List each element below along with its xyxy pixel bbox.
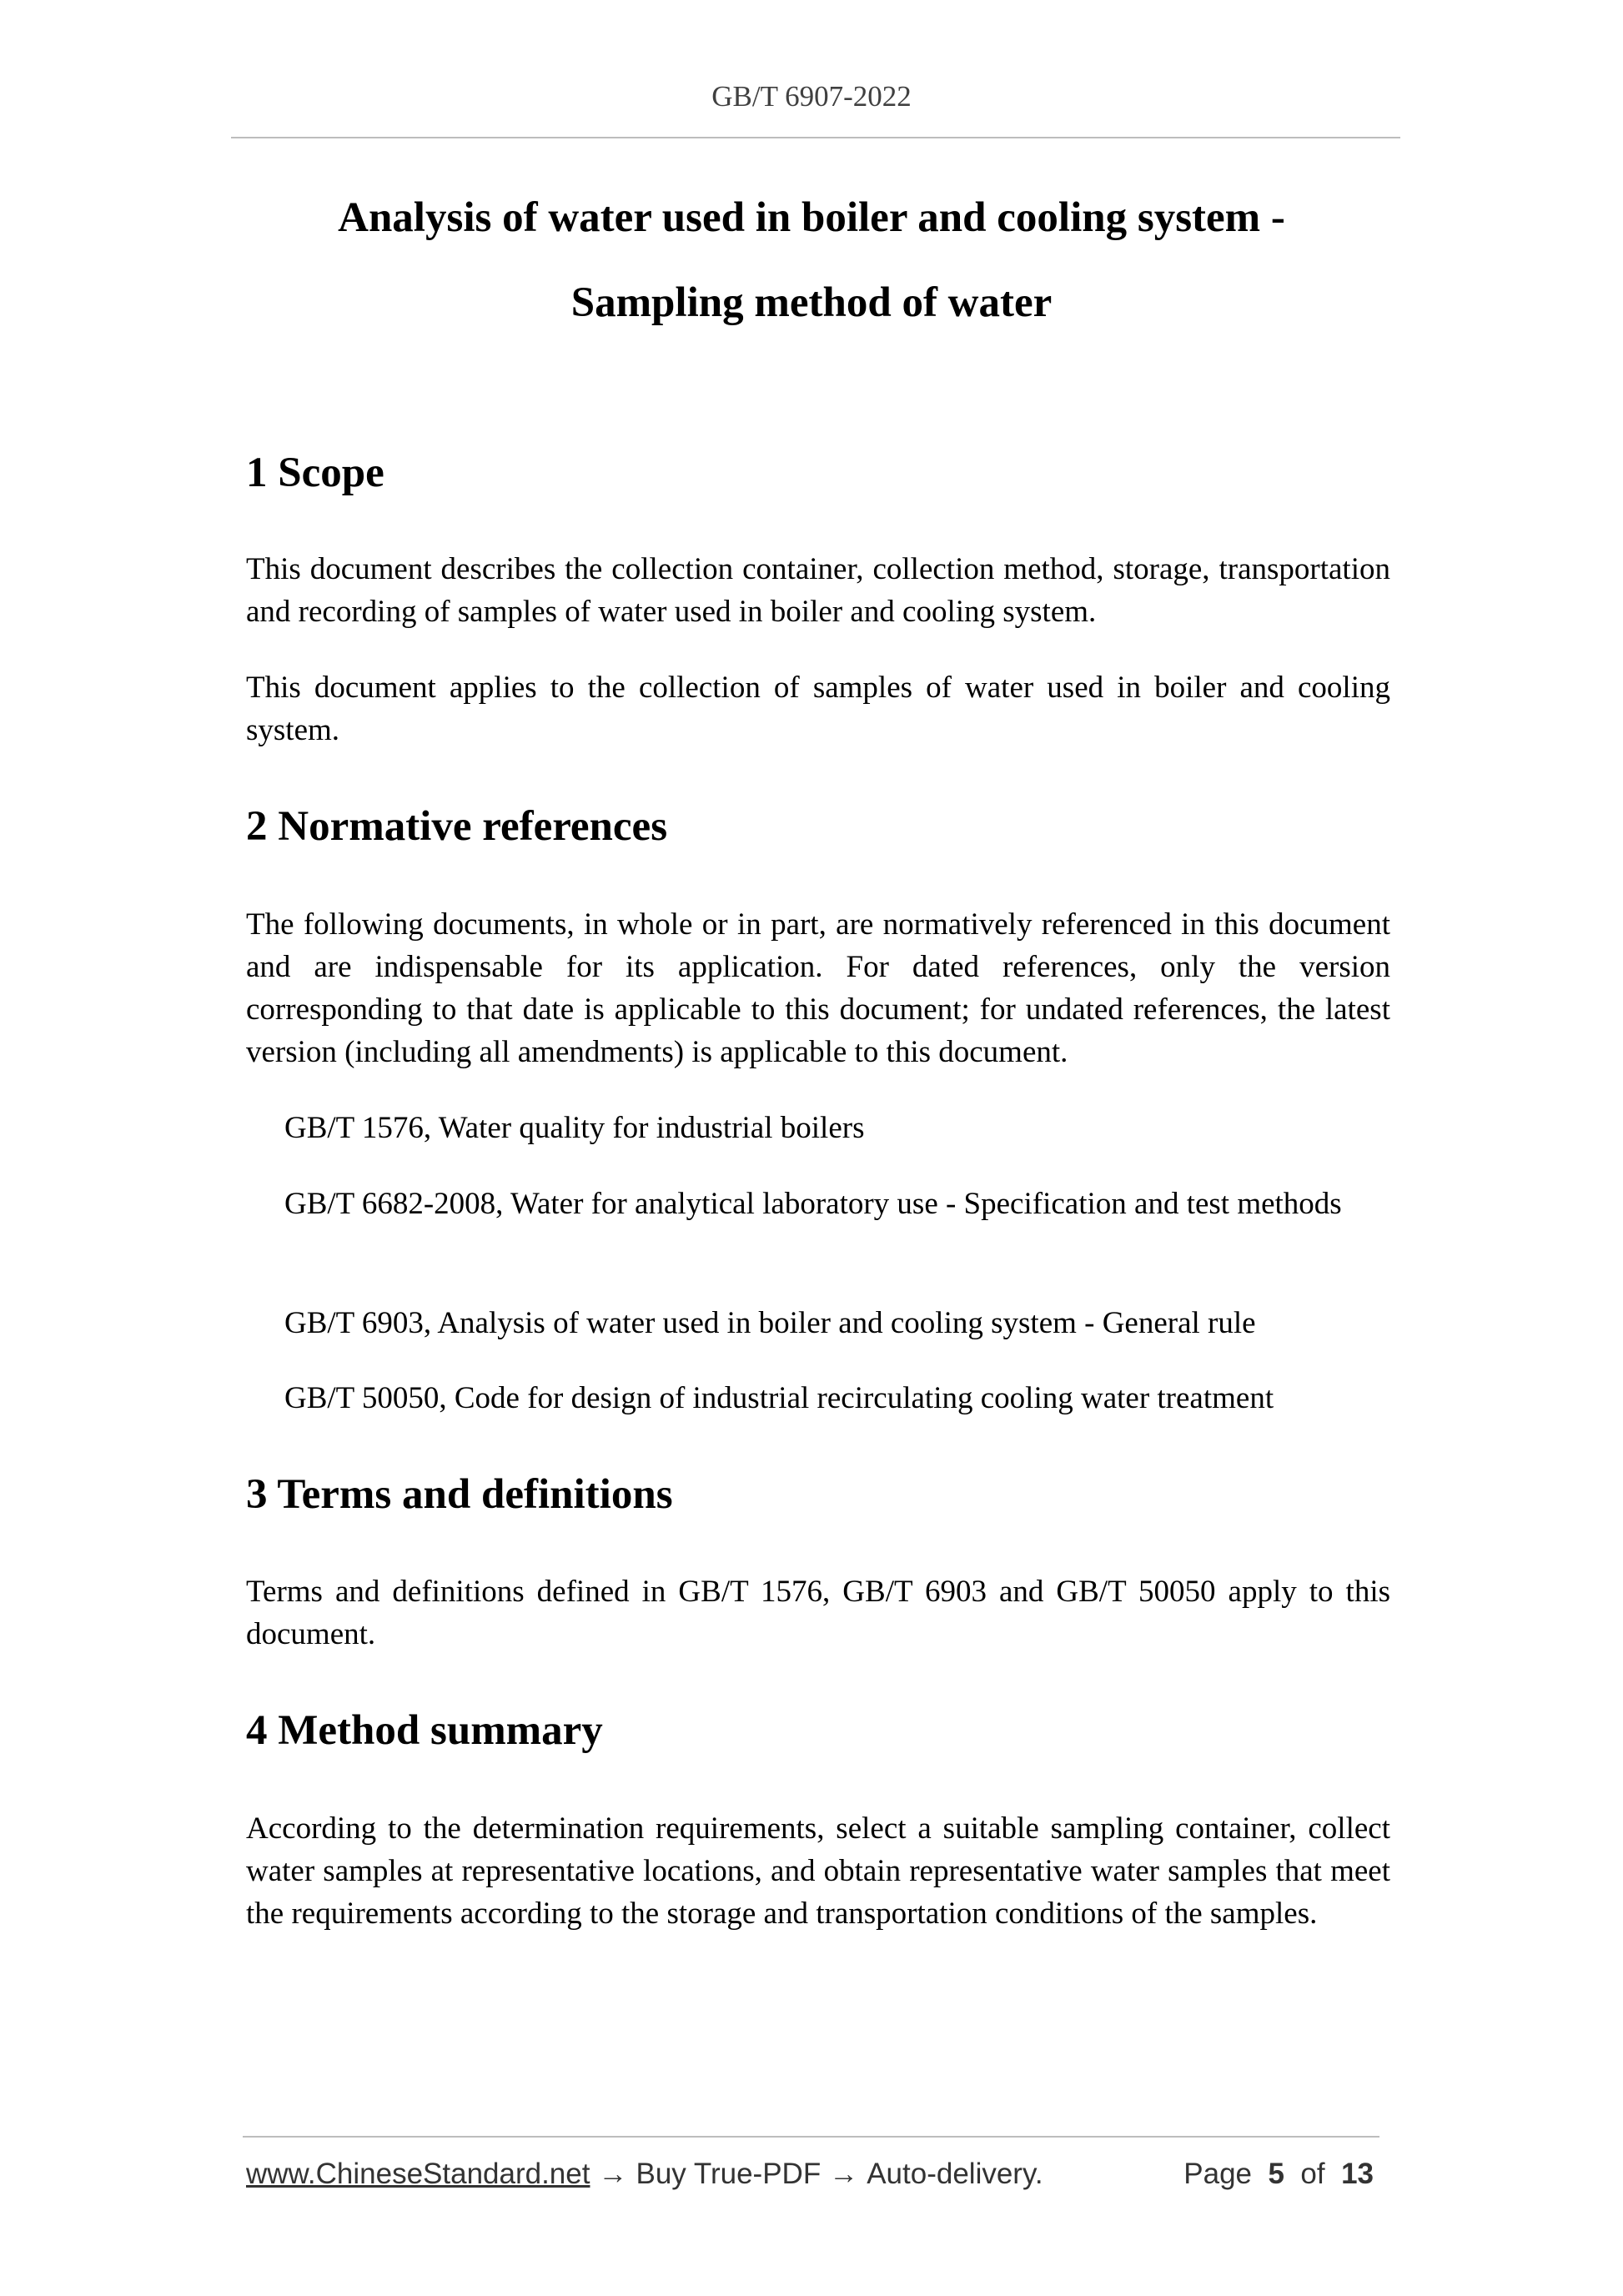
arrow-right-icon: →	[598, 2158, 628, 2190]
section-heading-method-summary: 4 Method summary	[246, 1707, 603, 1754]
footer-divider	[243, 2136, 1379, 2138]
footer-promo	[246, 2158, 1043, 2191]
scope-paragraph-1: This document describes the collection container, collection method, storage, transportation and recording of samples of water used in boiler and cooling system.	[246, 552, 1390, 629]
normative-references-paragraph: The following documents, in whole or in part, are normatively referenced in this document and are indispensable for its application. For dated references, only the version corresponding to that date is applicable to this document; for undated references, the latest version (including all amendments) is applicable to this document.	[246, 907, 1390, 1069]
footer-delivery-text: Auto-delivery.	[867, 2158, 1043, 2190]
document-title-line-1: Analysis of water used in boiler and cooling system -	[338, 194, 1285, 241]
of-word: of	[1300, 2158, 1325, 2190]
reference-item: GB/T 6682-2008, Water for analytical laboratory use - Specification and test methods	[284, 1187, 1342, 1221]
page-footer	[246, 2158, 1379, 2199]
reference-item: GB/T 6903, Analysis of water used in boiler and cooling system - General rule	[284, 1306, 1256, 1340]
terms-and-definitions-paragraph: Terms and definitions defined in GB/T 1576, GB/T 6903 and GB/T 50050 apply to this document.	[246, 1575, 1390, 1651]
section-heading-terms-and-definitions: 3 Terms and definitions	[246, 1471, 673, 1518]
section-heading-scope: 1 Scope	[246, 450, 384, 496]
scope-paragraph-2: This document applies to the collection of samples of water used in boiler and cooling system.	[246, 671, 1390, 747]
reference-item: GB/T 1576, Water quality for industrial boilers	[284, 1111, 865, 1145]
page-indicator	[1183, 2158, 1374, 2191]
total-pages-number: 13	[1341, 2158, 1374, 2190]
document-title-line-2: Sampling method of water	[570, 279, 1053, 326]
chinesestandard-link[interactable]: www.ChineseStandard.net	[246, 2158, 590, 2190]
method-summary-paragraph: According to the determination requirements, select a suitable sampling container, collect water samples at representative locations, and obtain representative water samples that meet the requirements according to the storage and transportation conditions of the samples.	[246, 1811, 1390, 1931]
footer-buy-text: Buy True-PDF	[636, 2158, 822, 2190]
running-header: GB/T 6907-2022	[711, 80, 912, 113]
section-heading-normative-references: 2 Normative references	[246, 803, 668, 850]
header-divider	[231, 137, 1400, 138]
arrow-right-icon: →	[829, 2158, 859, 2190]
current-page-number: 5	[1268, 2158, 1284, 2190]
reference-item: GB/T 50050, Code for design of industrial recirculating cooling water treatment	[284, 1381, 1274, 1415]
page-word: Page	[1183, 2158, 1253, 2190]
